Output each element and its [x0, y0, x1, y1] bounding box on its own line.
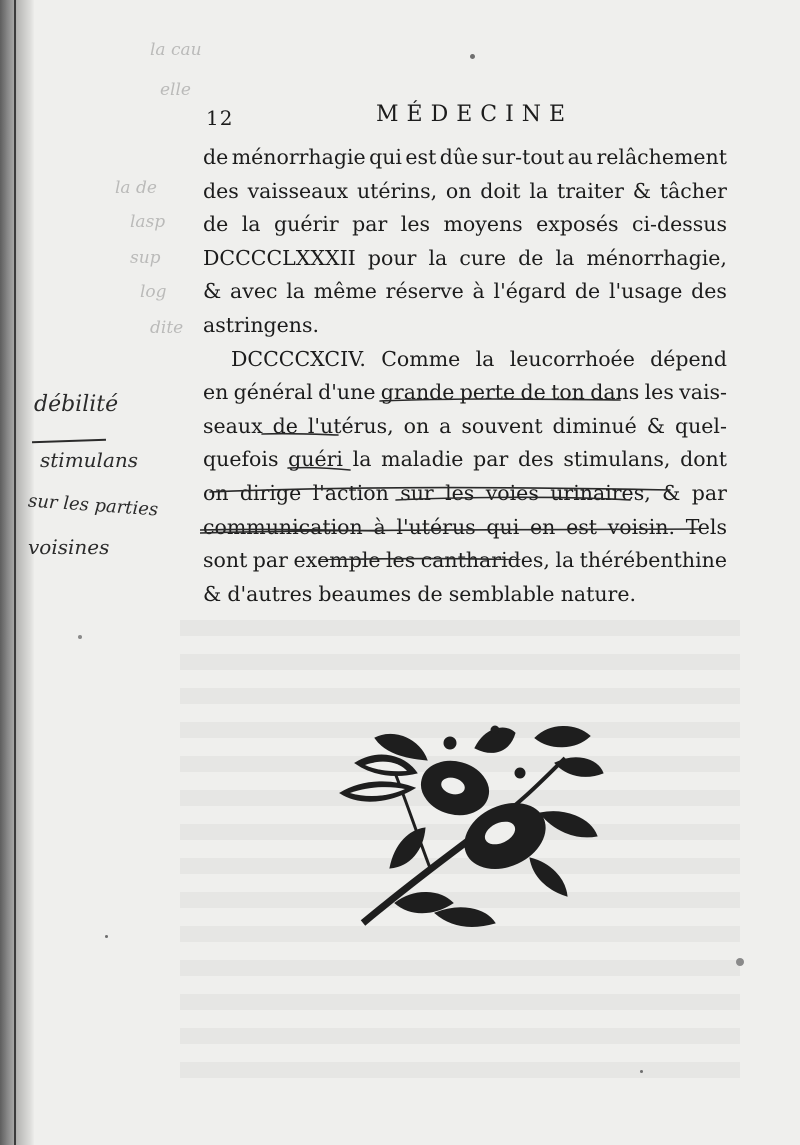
ghost-note: sup — [130, 248, 161, 268]
ghost-note: dite — [150, 318, 184, 338]
page-number: 12 — [206, 106, 234, 130]
text-line: on dirige l'action sur les voies urinaires, & par — [203, 480, 727, 505]
text-line: communication à l'utérus qui en est voisin. Tels — [203, 514, 727, 539]
text-line: DCCCCLXXXII pour la cure de la ménorrhagie, — [203, 245, 727, 270]
text-line: de la guérir par les moyens exposés ci-dessus — [203, 212, 727, 237]
text-line: de ménorrhagie qui est dûe sur-tout au relâchement — [203, 145, 727, 169]
handwritten-note-stimulans: stimulans — [40, 448, 139, 472]
paper-speck — [78, 635, 82, 639]
text-line: & d'autres beaumes de semblable nature. — [203, 581, 637, 606]
handwritten-note-parties: sur les parties — [27, 490, 159, 521]
text-line: des vaisseaux utérins, on doit la traiter & tâcher — [203, 178, 727, 203]
text-line: seaux de l'utérus, on a souvent diminué & quel- — [203, 413, 727, 438]
text-line: astringens. — [203, 312, 320, 337]
binding-line — [14, 0, 16, 1145]
text-line: & avec la même réserve à l'égard de l'usage des — [203, 279, 727, 304]
text-line: sont par exemple les cantharides, la thérébenthine — [203, 548, 727, 573]
text-line: quefois guéri la maladie par des stimulans, dont — [203, 447, 727, 472]
handwritten-note-voisines: voisines — [28, 535, 110, 559]
text-line: en général d'une grande perte de ton dans les vais- — [203, 380, 727, 405]
ghost-note: la cau — [150, 40, 202, 60]
book-binding-edge — [0, 0, 34, 1145]
text-line: DCCCCXCIV. Comme la leucorrhoée dépend — [231, 346, 727, 371]
page-header — [206, 102, 766, 136]
ghost-note: la de — [115, 178, 157, 198]
paper-speck — [736, 958, 744, 966]
handwritten-underlines — [200, 380, 730, 560]
ghost-note: lasp — [130, 212, 166, 232]
running-title: MÉDECINE — [376, 102, 574, 127]
handwritten-note-debilite: débilité — [34, 392, 119, 417]
ghost-note: elle — [160, 80, 191, 100]
paper-speck — [640, 1070, 643, 1073]
paper-speck — [470, 54, 475, 59]
margin-underline — [32, 439, 106, 444]
ghost-note: log — [140, 282, 167, 302]
floral-ornament-icon — [335, 718, 605, 933]
paper-speck — [105, 935, 108, 938]
